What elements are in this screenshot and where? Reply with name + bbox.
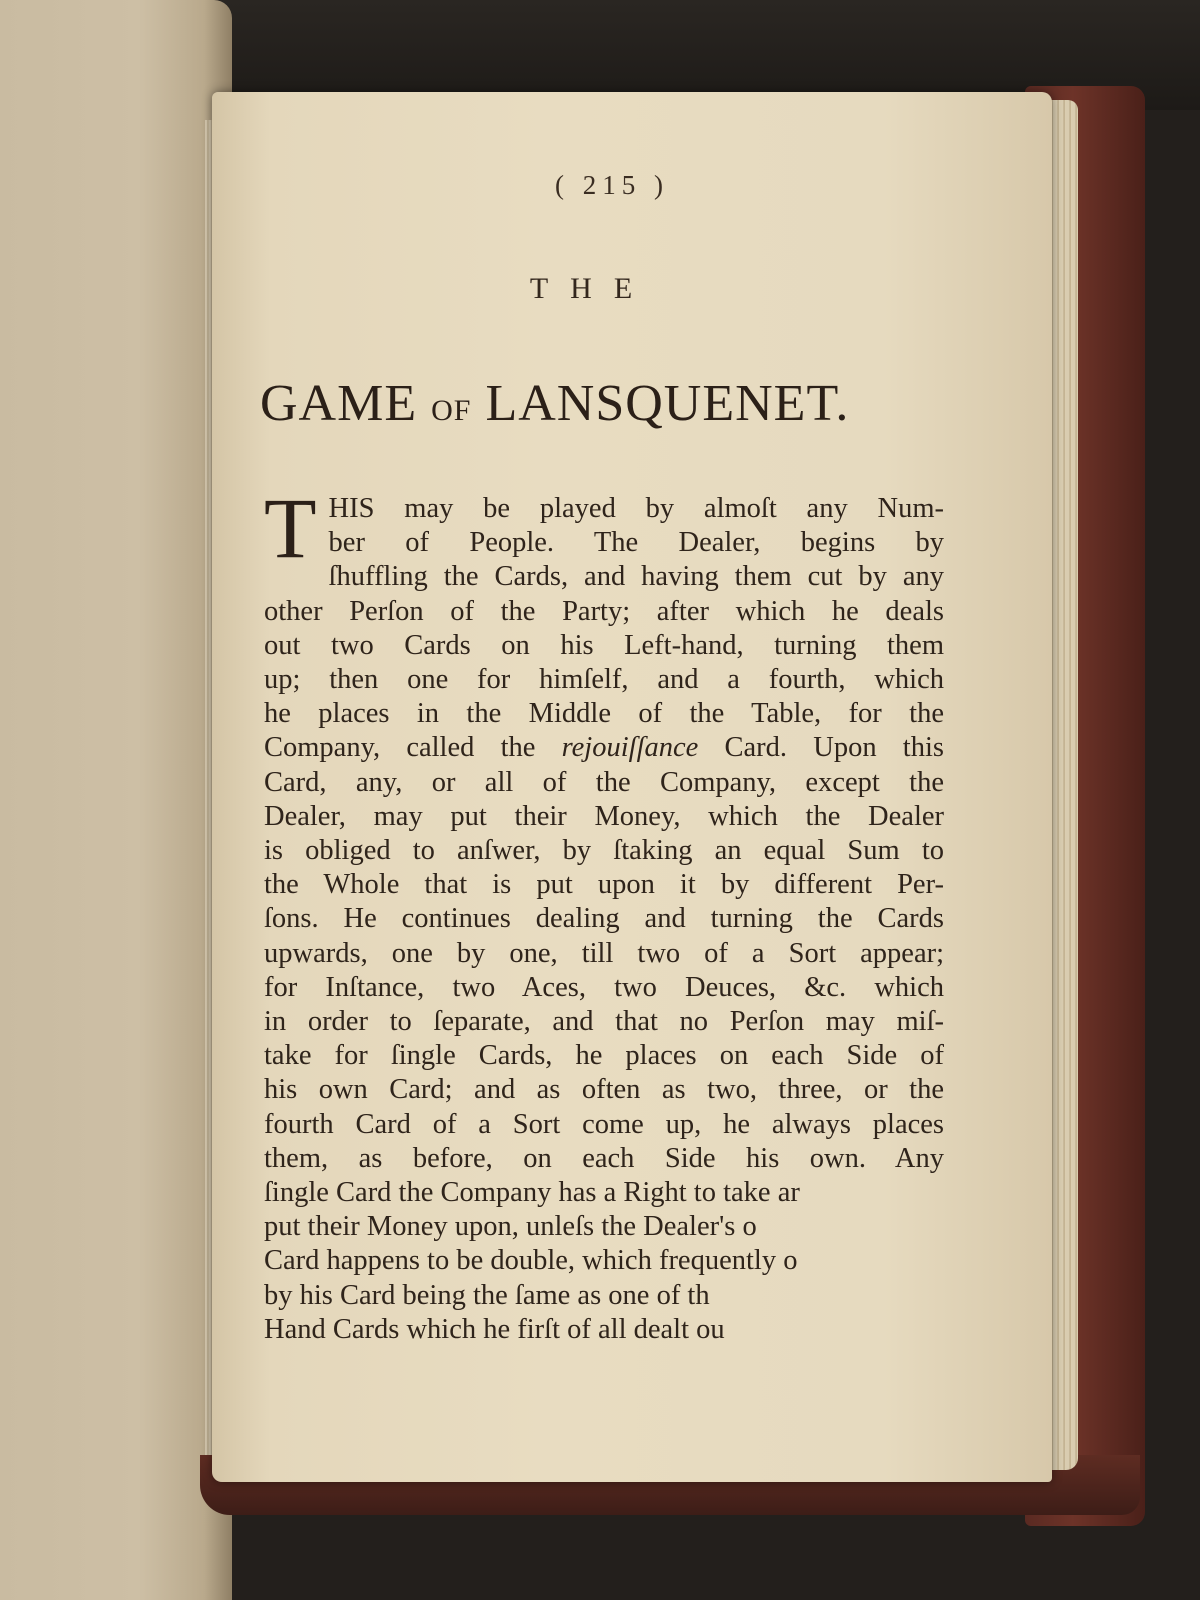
drop-cap: T [264,480,317,576]
text-line: upwards, one by one, till two of a Sort appear; [264,937,944,969]
text-line: is obliged to anſwer, by ſtaking an equal Sum to [264,835,944,867]
title-game: GAME [260,375,418,432]
text-line: put their Money upon, unleſs the Dealer's o [264,1211,757,1243]
title-of: OF [431,394,472,427]
page-title [260,374,960,433]
text-line: HIS may be played by almoſt any Num- [328,493,944,524]
text-line: by his Card being the ſame as one of th [264,1279,710,1311]
text-line: Card, any, or all of the Company, except the [264,766,944,798]
left-page [0,0,232,1600]
text-line: the Whole that is put upon it by different Per- [264,869,944,901]
text-line: ſingle Card the Company has a Right to take ar [264,1177,800,1209]
heading-the: THE [529,272,655,305]
text-line: up; then one for himſelf, and a fourth, which [264,664,944,696]
body-paragraph [264,480,944,1347]
text-line: fourth Card of a Sort come up, he always places [264,1108,944,1140]
page-number: ( 215 ) [555,170,669,200]
text-line: ſons. He continues dealing and turning the Cards [264,903,944,935]
text-line: take for ſingle Cards, he places on each Side of [264,1040,944,1072]
text-line: Hand Cards which he firſt of all dealt ou [264,1313,725,1345]
text-line: them, as before, on each Side his own. Any [264,1142,944,1174]
text-line: his own Card; and as often as two, three, or the [264,1074,944,1106]
text-line: he places in the Middle of the Table, for the [264,698,944,730]
text-segment: Company, called the [264,732,562,764]
text-line [264,731,944,765]
book-page [212,92,1052,1482]
text-line: Dealer, may put their Money, which the Dealer [264,800,944,832]
text-line: for Inſtance, two Aces, two Deuces, &c. which [264,971,944,1003]
text-line: ſhuffling the Cards, and having them cut by any [328,561,944,593]
text-line: other Perſon of the Party; after which he deals [264,595,944,627]
text-line: out two Cards on his Left-hand, turning them [264,629,944,661]
text-segment: Card. Upon this [698,732,944,764]
text-line: ber of People. The Dealer, begins by [328,527,944,559]
text-line: in order to ſeparate, and that no Perſon may miſ- [264,1006,944,1038]
title-lansquenet: LANSQUENET. [485,375,850,432]
italic-term: rejouiſſance [561,732,699,764]
text-line: Card happens to be double, which frequently o [264,1245,798,1277]
